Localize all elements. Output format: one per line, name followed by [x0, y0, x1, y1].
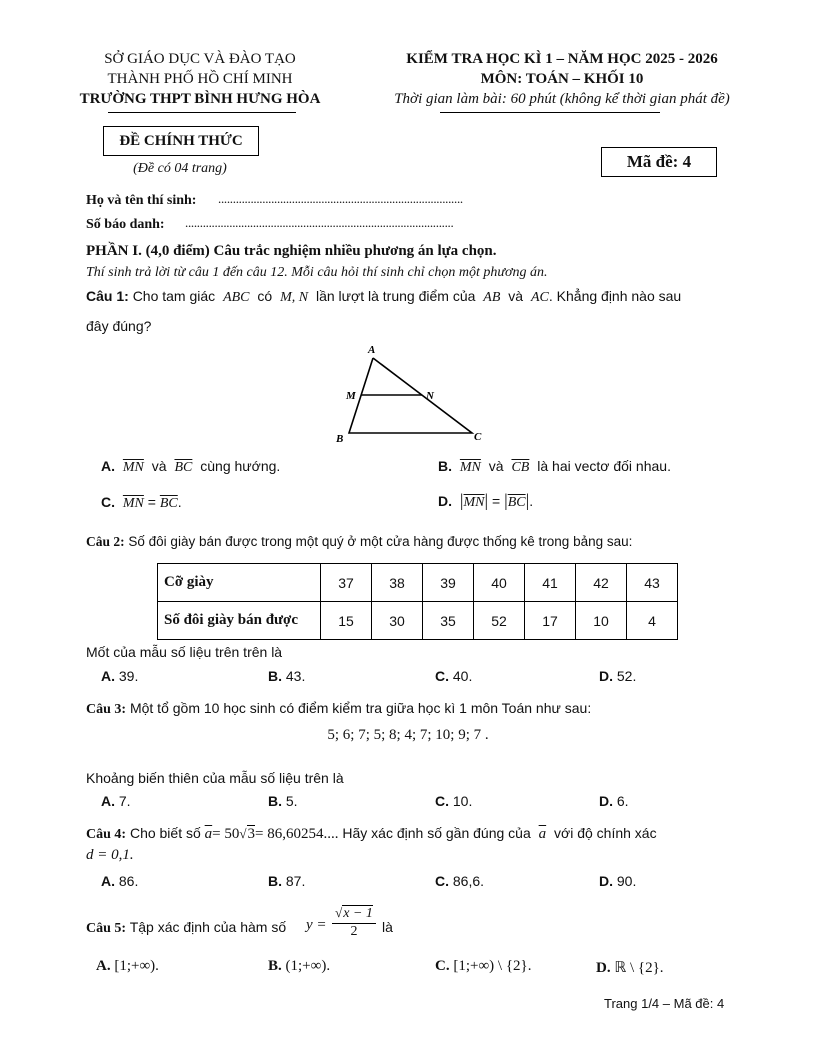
exam-time: Thời gian làm bài: 60 phút (không kể thời gian phát đề) [394, 91, 730, 107]
header-school: TRƯỜNG THPT BÌNH HƯNG HÒA [79, 91, 321, 107]
q5-option-c[interactable]: C. [1;+∞) \ {2}. [435, 958, 532, 974]
q2-text: Câu 2: Số đôi giày bán được trong một quý ở một cửa hàng được thống kê trong bảng sau: [86, 534, 633, 549]
q2-option-c[interactable]: C. 40. [435, 668, 473, 684]
q5-label: Câu 5: [86, 921, 127, 936]
vertex-N: N [426, 390, 434, 402]
header-underline-left [108, 112, 296, 113]
exam-code: Mã đề: 4 [601, 147, 717, 177]
id-field[interactable]: ........................................................................................... [185, 215, 454, 230]
exam-title: KIỂM TRA HỌC KÌ 1 – NĂM HỌC 2025 - 2026 [406, 51, 718, 67]
q5-y: y = [306, 917, 327, 933]
q1-text: Câu 1: Cho tam giác ABC có M, N lần lượt là trung điểm của AB và AC. Khẳng định nào sau [86, 288, 682, 305]
q3-text: Câu 3: Một tổ gồm 10 học sinh có điểm kiểm tra giữa học kì 1 môn Toán như sau: [86, 700, 592, 717]
vertex-A: A [368, 344, 376, 356]
vertex-B: B [336, 433, 344, 445]
q3-option-c[interactable]: C. 10. [435, 793, 473, 809]
part1-title: PHẦN I. (4,0 điểm) Câu trắc nghiệm nhiều phương án lựa chọn. [86, 243, 497, 259]
q2-question: Mốt của mẫu số liệu trên trên là [86, 644, 283, 660]
q4-option-b[interactable]: B. 87. [268, 873, 306, 889]
vertex-M: M [346, 390, 356, 402]
shoe-size-table [157, 563, 678, 640]
q5-option-b[interactable]: B. (1;+∞). [268, 958, 331, 974]
q3-question: Khoảng biến thiên của mẫu số liệu trên là [86, 770, 344, 786]
q4-text: Câu 4: Cho biết số $\overline{a}= 50√3= 86,60254$.... Hãy xác định số gần đúng của $\overline{a}$ với độ chính xác [86, 825, 657, 842]
q2-label: Câu 2: [86, 534, 125, 549]
q4-option-c[interactable]: C. 86,6. [435, 873, 485, 889]
triangle-figure [330, 340, 490, 445]
q4-option-d[interactable]: D. 90. [599, 873, 637, 889]
q3-label: Câu 3: [86, 702, 127, 717]
table-row: Cỡ giày 37 38 39 40 41 42 43 [158, 564, 678, 602]
name-label: Họ và tên thí sinh: [86, 193, 197, 208]
table-header: Số đôi giày bán được [158, 602, 321, 640]
q1-option-a[interactable]: A. $\overline{MN}$ và $\overline{BC}$ cùng hướng. [101, 458, 281, 475]
exam-subject: MÔN: TOÁN – KHỐI 10 [480, 71, 644, 87]
part1-instruction: Thí sinh trả lời từ câu 1 đến câu 12. Mỗi câu hỏi thí sinh chỉ chọn một phương án. [86, 265, 548, 280]
q2-option-a[interactable]: A. 39. [101, 668, 139, 684]
q2-option-b[interactable]: B. 43. [268, 668, 306, 684]
q3-option-a[interactable]: A. 7. [101, 793, 131, 809]
table-row: Số đôi giày bán được 15 30 35 52 17 10 4 [158, 602, 678, 640]
header-city: THÀNH PHỐ HỒ CHÍ MINH [107, 71, 293, 87]
q5-text-end: là [382, 919, 393, 935]
q3-option-b[interactable]: B. 5. [268, 793, 298, 809]
table-header: Cỡ giày [158, 564, 321, 602]
q5-text: Câu 5: Tập xác định của hàm số [86, 919, 287, 936]
q1-label: Câu 1: [86, 288, 129, 304]
header-dept: SỞ GIÁO DỤC VÀ ĐÀO TẠO [104, 51, 296, 67]
q3-option-d[interactable]: D. 6. [599, 793, 629, 809]
q1-option-c[interactable]: C. $\overline{MN} = \overline{BC}$. [101, 494, 182, 511]
header-underline-right [440, 112, 660, 113]
name-field[interactable]: ................................................................................... [218, 191, 463, 206]
official-label: ĐỀ CHÍNH THỨC [103, 126, 259, 156]
q3-data: 5; 6; 7; 5; 8; 4; 7; 10; 9; 7 . [327, 727, 489, 743]
q4-label: Câu 4: [86, 827, 127, 842]
q2-option-d[interactable]: D. 52. [599, 668, 637, 684]
id-label: Số báo danh: [86, 217, 165, 232]
q1-option-b[interactable]: B. $\overline{MN}$ và $\overline{CB}$ là hai vectơ đối nhau. [438, 458, 671, 475]
q5-fraction: √x − 1 2 [332, 905, 376, 940]
q1-option-d[interactable]: D. $|\overline{MN}| = |\overline{BC}|$. [438, 490, 534, 510]
page-footer: Trang 1/4 – Mã đề: 4 [604, 996, 725, 1011]
q5-option-d[interactable]: D. ℝ \ {2}. [596, 960, 664, 976]
q1-text-2: đây đúng? [86, 318, 152, 334]
vertex-C: C [474, 431, 482, 443]
q5-option-a[interactable]: A. [1;+∞). [96, 958, 159, 974]
pages-note: (Đề có 04 trang) [133, 161, 227, 176]
q4-text-2: d = 0,1. [86, 847, 134, 863]
q4-option-a[interactable]: A. 86. [101, 873, 139, 889]
